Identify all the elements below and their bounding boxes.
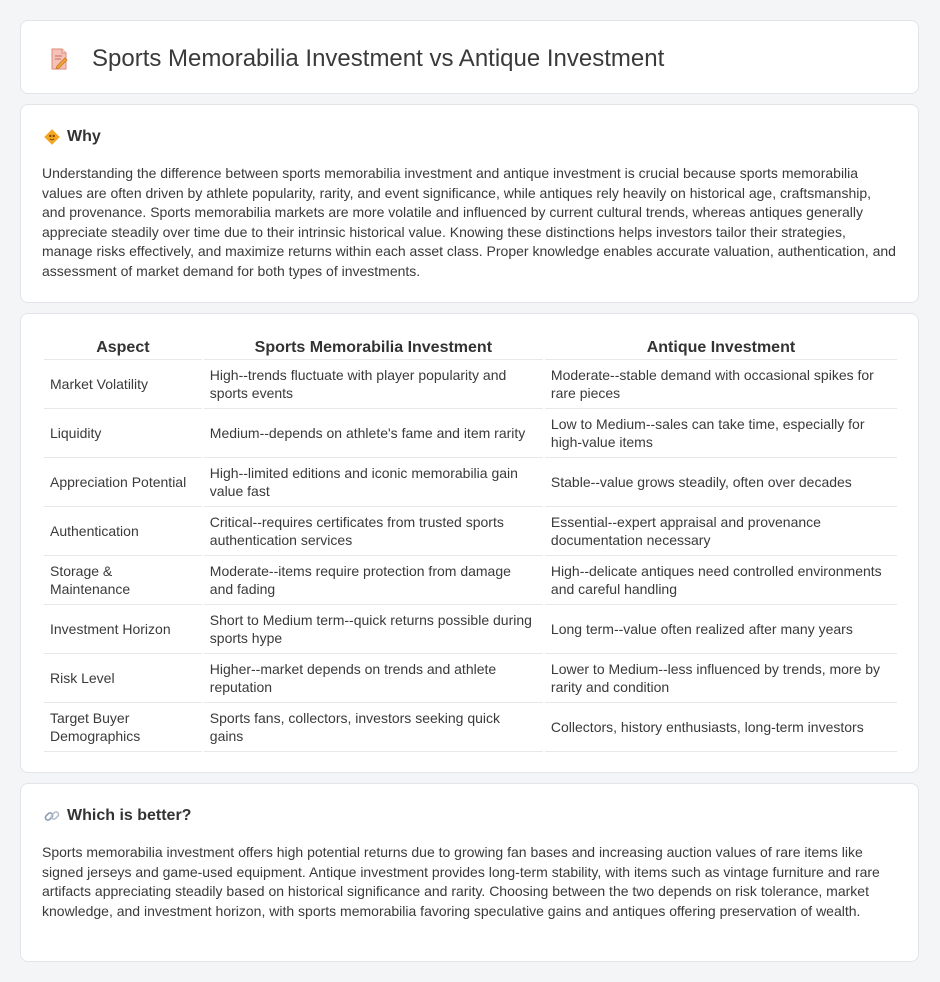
why-title: Why bbox=[67, 128, 101, 145]
table-row bbox=[44, 360, 897, 409]
aspect-cell: Investment Horizon bbox=[44, 605, 202, 654]
comparison-card bbox=[20, 313, 919, 773]
table-row bbox=[44, 507, 897, 556]
antique-cell: Low to Medium--sales can take time, especially for high-value items bbox=[545, 409, 897, 458]
antique-cell: Essential--expert appraisal and provenance documentation necessary bbox=[545, 507, 897, 556]
sports-cell: High--limited editions and iconic memorabilia gain value fast bbox=[204, 458, 543, 507]
table-header-row bbox=[44, 336, 897, 360]
antique-cell: Collectors, history enthusiasts, long-term investors bbox=[545, 703, 897, 752]
sports-cell: Critical--requires certificates from trusted sports authentication services bbox=[204, 507, 543, 556]
antique-cell: Lower to Medium--less influenced by trends, more by rarity and condition bbox=[545, 654, 897, 703]
aspect-cell: Storage & Maintenance bbox=[44, 556, 202, 605]
sports-cell: Higher--market depends on trends and athlete reputation bbox=[204, 654, 543, 703]
sports-cell: High--trends fluctuate with player popularity and sports events bbox=[204, 360, 543, 409]
sports-cell: Medium--depends on athlete's fame and item rarity bbox=[204, 409, 543, 458]
document-edit-icon bbox=[47, 47, 71, 71]
aspect-cell: Market Volatility bbox=[44, 360, 202, 409]
table-row bbox=[44, 654, 897, 703]
which-is-better-section bbox=[20, 783, 919, 962]
link-icon bbox=[43, 807, 61, 825]
antique-cell: High--delicate antiques need controlled environments and careful handling bbox=[545, 556, 897, 605]
sports-cell: Moderate--items require protection from damage and fading bbox=[204, 556, 543, 605]
antique-cell: Stable--value grows steadily, often over decades bbox=[545, 458, 897, 507]
which-is-better-title: Which is better? bbox=[67, 807, 192, 824]
sports-cell: Short to Medium term--quick returns possible during sports hype bbox=[204, 605, 543, 654]
which-is-better-body: Sports memorabilia investment offers high potential returns due to growing fan bases and increasing auction values of rare items like signed jerseys and game-used equipment. Antique investment provides long-term stability, with items such as vintage furniture and rare artifacts appreciating steadily based on historical significance and rarity. Choosing between the two depends on risk tolerance, market knowledge, and investment horizon, with sports memorabilia favoring speculative gains and antiques offering preservation of wealth. bbox=[42, 844, 880, 919]
table-row bbox=[44, 556, 897, 605]
table-row bbox=[44, 703, 897, 752]
page-title: Sports Memorabilia Investment vs Antique Investment bbox=[92, 45, 665, 72]
table-row bbox=[44, 605, 897, 654]
aspect-cell: Authentication bbox=[44, 507, 202, 556]
table-row bbox=[44, 458, 897, 507]
table-row bbox=[44, 409, 897, 458]
header-antique: Antique Investment bbox=[545, 336, 897, 360]
aspect-cell: Appreciation Potential bbox=[44, 458, 202, 507]
sports-cell: Sports fans, collectors, investors seeking quick gains bbox=[204, 703, 543, 752]
antique-cell: Long term--value often realized after many years bbox=[545, 605, 897, 654]
header-sports-memorabilia: Sports Memorabilia Investment bbox=[204, 336, 543, 360]
antique-cell: Moderate--stable demand with occasional spikes for rare pieces bbox=[545, 360, 897, 409]
comparison-table bbox=[42, 336, 899, 752]
why-section bbox=[20, 104, 919, 303]
diamond-warning-icon bbox=[43, 128, 61, 146]
header-aspect: Aspect bbox=[44, 336, 202, 360]
header-card bbox=[20, 20, 919, 94]
aspect-cell: Risk Level bbox=[44, 654, 202, 703]
aspect-cell: Liquidity bbox=[44, 409, 202, 458]
why-body: Understanding the difference between sports memorabilia investment and antique investment is crucial because sports memorabilia values are often driven by athlete popularity, rarity, and event significance, while antiques rely heavily on historical age, craftsmanship, and provenance. Sports memorabilia markets are more volatile and influenced by current cultural trends, whereas antiques generally appreciate steadily over time due to their intrinsic historical value. Knowing these distinctions helps investors tailor their strategies, manage risks effectively, and maximize returns within each asset class. Proper knowledge enables accurate valuation, authentication, and assessment of market demand for both types of investments. bbox=[42, 165, 896, 279]
aspect-cell: Target Buyer Demographics bbox=[44, 703, 202, 752]
